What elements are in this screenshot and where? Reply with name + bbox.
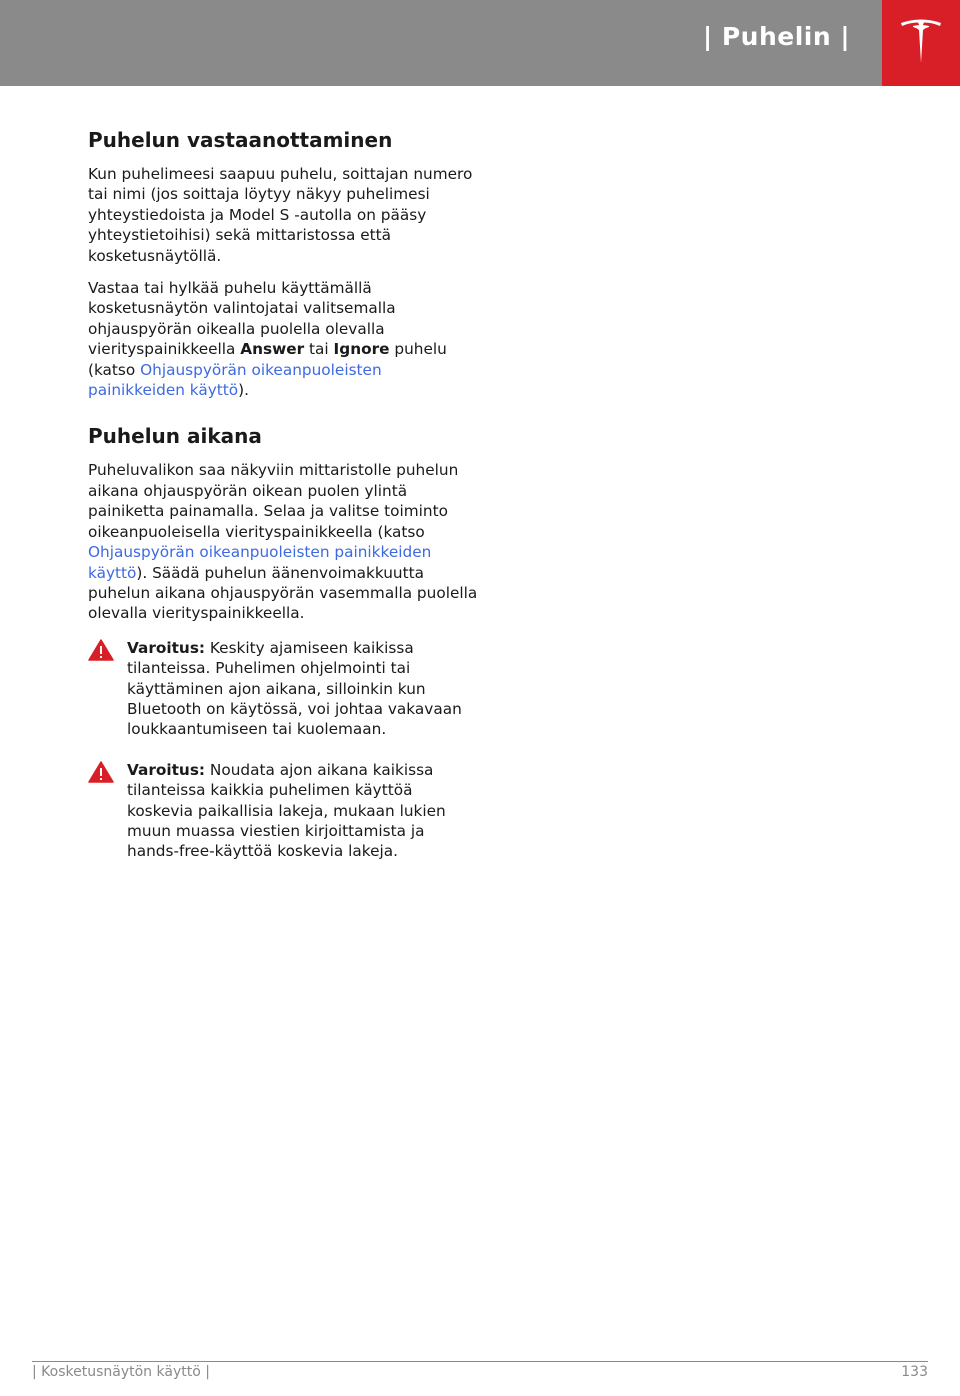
warning-body: Noudata ajon aikana kaikissa tilanteissa kaikkia puhelimen käyttöä koskevia paikallisia lakeja, mukaan lukien muun muassa viestien kirjoittamista ja hands-free-käyttöä koskevia lakeja.: [127, 760, 446, 861]
warning-block: [88, 638, 478, 740]
ignore-keyword: Ignore: [333, 340, 390, 359]
warning-label: Varoitus:: [127, 638, 206, 657]
answer-keyword: Answer: [240, 340, 305, 359]
warning-body: Keskity ajamiseen kaikissa tilanteissa. Puhelimen ohjelmointi tai käyttäminen ajon aikana, silloinkin kun Bluetooth on käytössä, voi johtaa vakavaan loukkaantumiseen tai kuolemaan.: [127, 638, 462, 739]
text-segment: Puheluvalikon saa näkyviin mittaristolle puhelun aikana ohjauspyörän oikean puolen ylintä painiketta painamalla. Selaa ja valitse toiminto oikeanpuoleisella vierityspainikkeella (katso: [88, 461, 459, 541]
paragraph-receiving-call-1: Kun puhelimeesi saapuu puhelu, soittajan numero tai nimi (jos soittaja löytyy näkyy puhelimesi yhteystiedoista ja Model S -autolla on pääsy yhteystietoihisi) sekä mittaristossa että kosketusnäytöllä.: [88, 165, 473, 265]
steering-wheel-right-buttons-link[interactable]: Ohjauspyörän oikeanpuoleisten painikkeiden käyttö: [88, 360, 382, 400]
warning-text: [127, 760, 478, 862]
warning-triangle-icon: [88, 761, 114, 783]
footer-divider: [32, 1361, 928, 1362]
warning-block: [88, 760, 478, 862]
paragraph-during-call: [88, 460, 478, 623]
warning-text: [127, 638, 478, 740]
text-segment: ).: [238, 381, 250, 400]
section-title-during-call: Puhelun aikana: [88, 424, 262, 449]
warning-label: Varoitus:: [127, 760, 206, 779]
main-content: [88, 128, 478, 862]
page-number: 133: [901, 1364, 928, 1380]
footer-section-name: | Kosketusnäytön käyttö |: [32, 1364, 210, 1380]
text-segment: tai: [304, 340, 334, 359]
text-segment: puhelu (katso: [88, 340, 447, 379]
tesla-logo-icon: [899, 17, 943, 65]
steering-wheel-right-buttons-link[interactable]: Ohjauspyörän oikeanpuoleisten painikkeiden käyttö: [88, 543, 432, 582]
brand-logo: [882, 0, 960, 86]
warning-triangle-icon: [88, 639, 114, 661]
section-title-receiving-call: Puhelun vastaanottaminen: [88, 128, 393, 152]
text-segment: ). Säädä puhelun äänenvoimakkuutta puhelun aikana ohjauspyörän vasemmalla puolella olevalla vierityspainikkeella.: [88, 563, 478, 623]
paragraph-receiving-call-2: [88, 278, 478, 400]
page-header-title: | Puhelin |: [703, 22, 850, 51]
text-segment: Vastaa tai hylkää puhelu käyttämällä kosketusnäytön valintojatai valitsemalla ohjauspyörän oikealla puolella olevalla vierityspainikkeella: [88, 279, 396, 359]
